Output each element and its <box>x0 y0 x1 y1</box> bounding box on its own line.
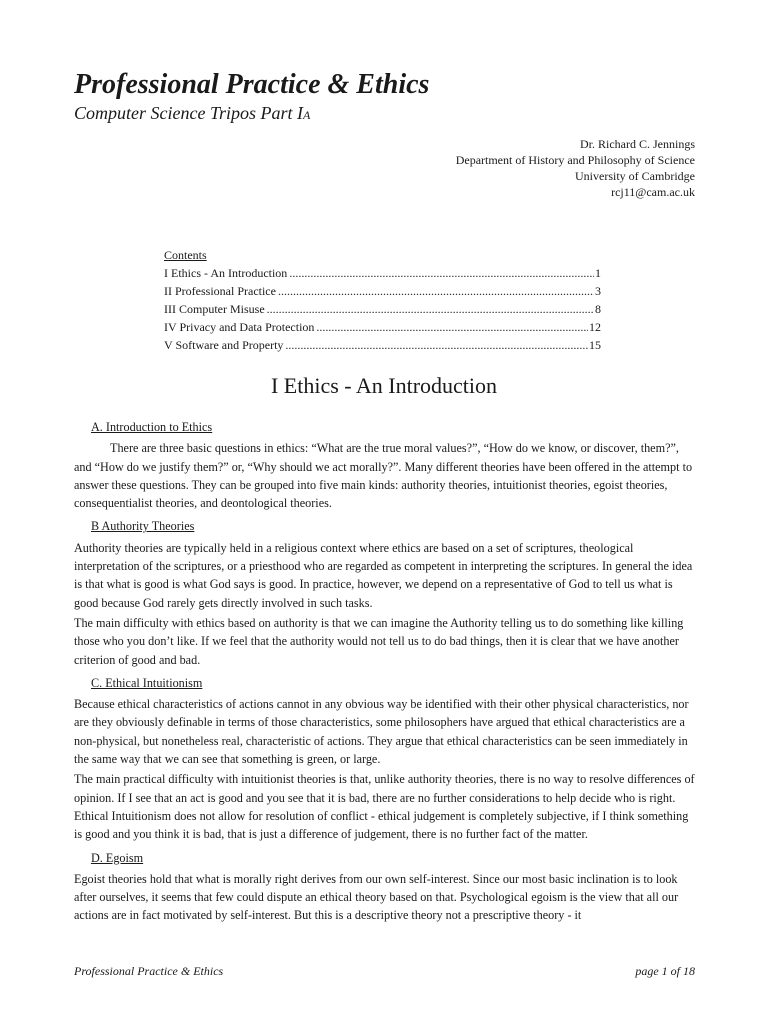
toc-item[interactable] <box>164 318 601 336</box>
toc-item-label: II Professional Practice <box>164 284 276 298</box>
document-body <box>74 418 696 927</box>
toc-item-page: 8 <box>595 302 601 316</box>
page-number: page 1 of 18 <box>635 964 695 978</box>
footer-title: Professional Practice & Ethics <box>74 964 224 978</box>
toc-item-label: III Computer Misuse <box>164 302 265 316</box>
subtitle-main: Computer Science Tripos Part I <box>74 103 303 123</box>
author-name: Dr. Richard C. Jennings <box>580 137 695 151</box>
toc-leader-dots <box>285 336 588 354</box>
subtitle-suffix: A <box>302 108 311 122</box>
toc-item-label: I Ethics - An Introduction <box>164 266 288 280</box>
author-department: Department of History and Philosophy of Science <box>455 153 695 167</box>
toc-leader-dots <box>316 318 588 336</box>
subsection-heading: A. Introduction to Ethics <box>91 420 213 434</box>
toc-item[interactable] <box>164 264 601 282</box>
toc-item[interactable] <box>164 282 601 300</box>
paragraph: Because ethical characteristics of actions cannot in any obvious way be identified with their other physical characteristics, nor are they obviously definable in terms of those characteristics, some philosophers have argued that ethical characteristics are a non-physical, but nonetheless real, characteristic of actions. They argue that ethical characteristics can be seen immediately in the same way that we can see that something is green, or large. <box>74 697 689 767</box>
toc-item[interactable] <box>164 300 601 318</box>
toc-item-label: IV Privacy and Data Protection <box>164 320 315 334</box>
toc-item-page: 3 <box>595 284 601 298</box>
toc-item-page: 15 <box>589 338 601 352</box>
paragraph: Egoist theories hold that what is morally right derives from our own self-interest. Since our most basic inclination is to look after ourselves, it seems that few could dispute an ethical theory based on that. Psychological egoism is the view that all our actions are in fact motivated by self-interest. But this is a descriptive theory not a prescriptive theory - it <box>74 871 679 923</box>
toc-item[interactable] <box>164 336 601 354</box>
toc-leader-dots <box>289 264 594 282</box>
author-block <box>456 136 695 200</box>
toc-item-label: V Software and Property <box>164 338 284 352</box>
subsection-heading: D. Egoism <box>91 850 144 865</box>
paragraph: The main practical difficulty with intuitionist theories is that, unlike authority theories, there is no way to resolve differences of opinion. If I see that an act is good and you see that it is bad, there are no further considerations to help decide who is right. Ethical Intuitionism does not allow for resolution of conflict - ethical judgement is completely subjective, if I think something is good and you think it is bad, that is just a difference of judgement, there is no further fact of the matter. <box>74 772 695 842</box>
page-footer <box>74 964 695 979</box>
subsection-heading: B Authority Theories <box>91 519 195 534</box>
paragraph: Authority theories are typically held in a religious context where ethics are based on a set of scriptures, theological interpretation of the scriptures, or a priesthood who are regarded as competent in interpreting the scriptures. In general the idea is that what is good is what God says is good. In practice, however, we depend on a representative of God to tell us what is good because God rarely gets directly involved in such tasks. <box>74 540 693 610</box>
subsection-heading: C. Ethical Intuitionism <box>91 675 203 690</box>
toc-leader-dots <box>278 282 594 300</box>
paragraph: There are three basic questions in ethics: “What are the true moral values?”, “How do we know, or discover, them?”, and “How do we justify them?” or, “Why should we act morally?”. Many different theories have been offered in the attempt to answer these questions. They can be grouped into five main kinds: authority theories, intuitionist theories, egoist theories, consequentialist theories, and deontological theories. <box>74 441 693 511</box>
table-of-contents <box>164 246 601 354</box>
toc-item-page: 12 <box>589 320 601 334</box>
document-title: Professional Practice & Ethics <box>74 69 430 100</box>
contents-heading: Contents <box>164 248 207 262</box>
document-subtitle <box>74 103 310 125</box>
paragraph: The main difficulty with ethics based on authority is that we can imagine the Authority telling us to do something like killing those who you don’t like. If we feel that the authority would not tell us to do bad things, then it is clear that we have another criterion of good and bad. <box>74 615 684 667</box>
author-email: rcj11@cam.ac.uk <box>611 185 695 199</box>
author-university: University of Cambridge <box>575 169 695 183</box>
toc-leader-dots <box>267 300 594 318</box>
toc-item-page: 1 <box>595 266 601 280</box>
section-title: I Ethics - An Introduction <box>270 373 498 398</box>
